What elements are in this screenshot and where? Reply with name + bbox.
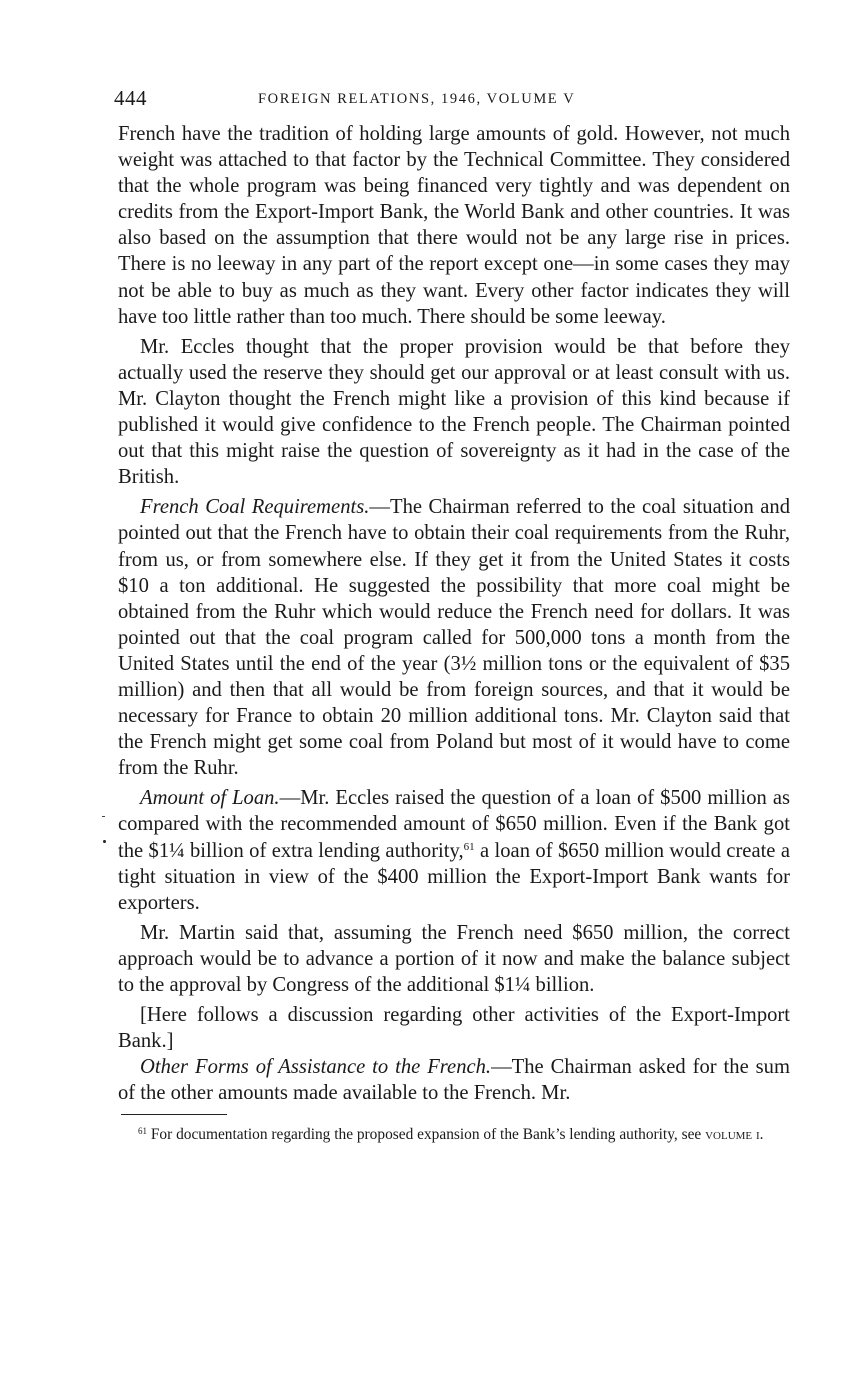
- paragraph-text: French have the tradition of holding large amounts of gold. However, not much weight was attached to that factor by the Technical Committee. They considered that the whole program was being financed very tightly and was dependent on credits from the Export-Import Bank, the World Bank and other countries. It was also based on the assumption that there would not be any large rise in prices. There is no leeway in any part of the report except one—in some cases they may not be able to buy as much as they want. Every other factor indicates they will have too little rather than too much. There should be some leeway.: [118, 123, 790, 328]
- paragraph-french-coal: [118, 494, 790, 781]
- paragraph-other-forms: [118, 1054, 790, 1106]
- paragraph-eccles-provision: [118, 334, 790, 491]
- footnote-text: For documentation regarding the proposed expansion of the Bank’s lending authority, see: [150, 1126, 706, 1144]
- paragraph-gold-tradition: [118, 121, 790, 330]
- paragraph-editorial-note: [118, 1002, 790, 1054]
- document-page: [114, 86, 791, 1144]
- section-heading-other-forms: Other Forms of Assistance to the French.: [140, 1056, 492, 1079]
- paragraph-martin-approach: [118, 920, 790, 998]
- running-title: FOREIGN RELATIONS, 1946, VOLUME V: [258, 91, 576, 107]
- footnote-volume-reference: volume i: [705, 1126, 760, 1144]
- paragraph-text: —The Chairman referred to the coal situation and pointed out that the French have to obtain their coal requirements from the Ruhr, from us, or from somewhere else. If they get it from the United States it costs $10 a ton additional. He suggested the possibility that more coal might be obtained from the Ruhr which would reduce the French need for dollars. It was pointed out that the coal program called for 500,000 tons a month from the United States until the end of the year (3½ million tons or the equivalent of $35 million) and then that all would be from foreign sources, and that it would be necessary for France to obtain 20 million additional tons. Mr. Clayton said that the French might get some coal from Poland but most of it would have to come from the Ruhr.: [118, 496, 791, 780]
- section-heading-french-coal: French Coal Requirements.: [140, 496, 370, 519]
- footnote-end: .: [759, 1126, 764, 1144]
- paragraph-text: Mr. Martin said that, assuming the French need $650 million, the correct approach would be to advance a portion of it now and make the balance subject to the approval by Congress of the additional $1¼ billion.: [118, 921, 790, 996]
- paragraph-text: —The Chairman asked for the sum of the other amounts made available to the French. Mr.: [118, 1056, 790, 1105]
- footnote-divider: [121, 1114, 227, 1115]
- margin-mark: [102, 816, 105, 817]
- paragraph-amount-of-loan: [118, 785, 790, 915]
- margin-dot: [103, 840, 106, 843]
- paragraph-text: Mr. Eccles thought that the proper provision would be that before they actually used the reserve they should get our approval or at least consult with us. Mr. Clayton thought the French might like a provision of this kind because if published it would give confidence to the French people. The Chairman pointed out that this might raise the question of sovereignty as it had in the case of the British.: [118, 335, 790, 489]
- paragraph-text: —Mr. Eccles raised the question of a loan of $500 million as compared with the recommended amount of $650 million. Even if the Bank got the $1¼ billion of extra lending authority,: [118, 787, 791, 862]
- footnote: [118, 1125, 790, 1144]
- footnote-reference: 61: [463, 840, 475, 853]
- paragraph-text: [Here follows a discussion regarding other activities of the Export-Import Bank.]: [118, 1004, 790, 1053]
- section-heading-amount-of-loan: Amount of Loan.: [140, 787, 280, 810]
- footnote-marker: 61: [138, 1126, 147, 1137]
- paragraph-text: a loan of $650 million would create a tight situation in view of the $400 million the Export-Import Bank wants for exporters.: [118, 839, 790, 914]
- body-text: [118, 121, 790, 1106]
- page-header: [114, 86, 790, 116]
- page-number: 444: [114, 86, 147, 110]
